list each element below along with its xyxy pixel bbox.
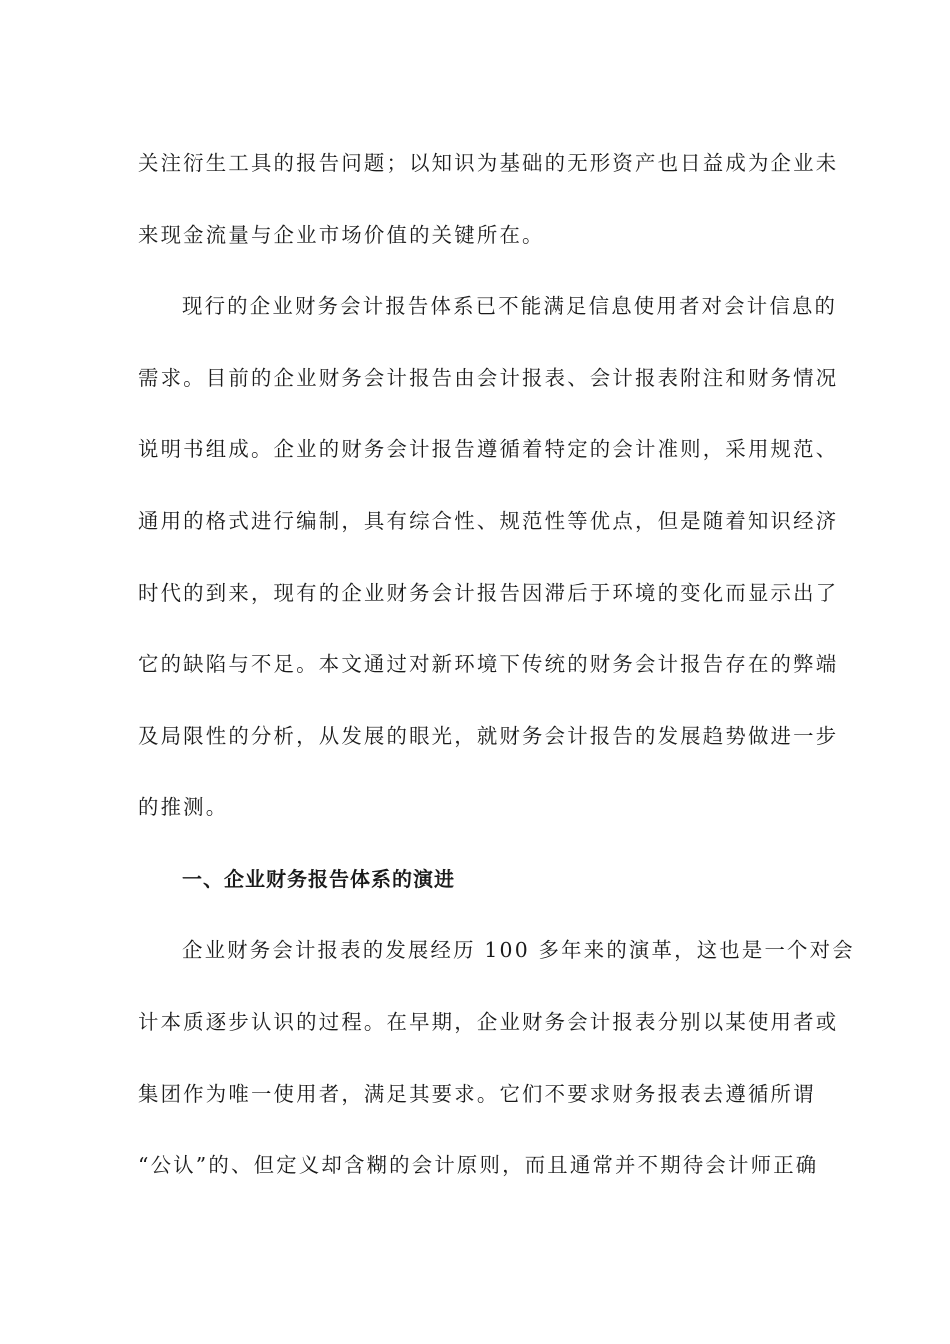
paragraph-first-line: 现行的企业财务会计报告体系已不能满足信息使用者对会计信息的 (182, 294, 838, 318)
body-text-line: 通用的格式进行编制，具有综合性、规范性等优点，但是随着知识经济 (138, 509, 839, 533)
body-text-line: 集团作为唯一使用者，满足其要求。它们不要求财务报表去遵循所谓 (138, 1082, 816, 1106)
section-heading: 一、企业财务报告体系的演进 (182, 867, 455, 891)
body-text-line: 来现金流量与企业市场价值的关键所在。 (138, 223, 545, 247)
body-text-line: 说明书组成。企业的财务会计报告遵循着特定的会计准则，采用规范、 (138, 437, 839, 461)
body-text-line: “公认”的、但定义却含糊的会计原则，而且通常并不期待会计师正确 (138, 1153, 819, 1177)
body-text-line: 它的缺陷与不足。本文通过对新环境下传统的财务会计报告存在的弊端 (138, 652, 839, 676)
body-text-line: 需求。目前的企业财务会计报告由会计报表、会计报表附注和财务情况 (138, 366, 839, 390)
body-text-line: 的推测。 (138, 795, 229, 819)
paragraph-first-line: 企业财务会计报表的发展经历 100 多年来的演革，这也是一个对会 (182, 938, 855, 962)
body-text-line: 及局限性的分析，从发展的眼光，就财务会计报告的发展趋势做进一步 (138, 724, 839, 748)
body-text-line: 关注衍生工具的报告问题；以知识为基础的无形资产也日益成为企业未 (138, 151, 839, 175)
body-text-line: 计本质逐步认识的过程。在早期，企业财务会计报表分别以某使用者或 (138, 1010, 839, 1034)
body-text-line: 时代的到来，现有的企业财务会计报告因滞后于环境的变化而显示出了 (138, 581, 839, 605)
